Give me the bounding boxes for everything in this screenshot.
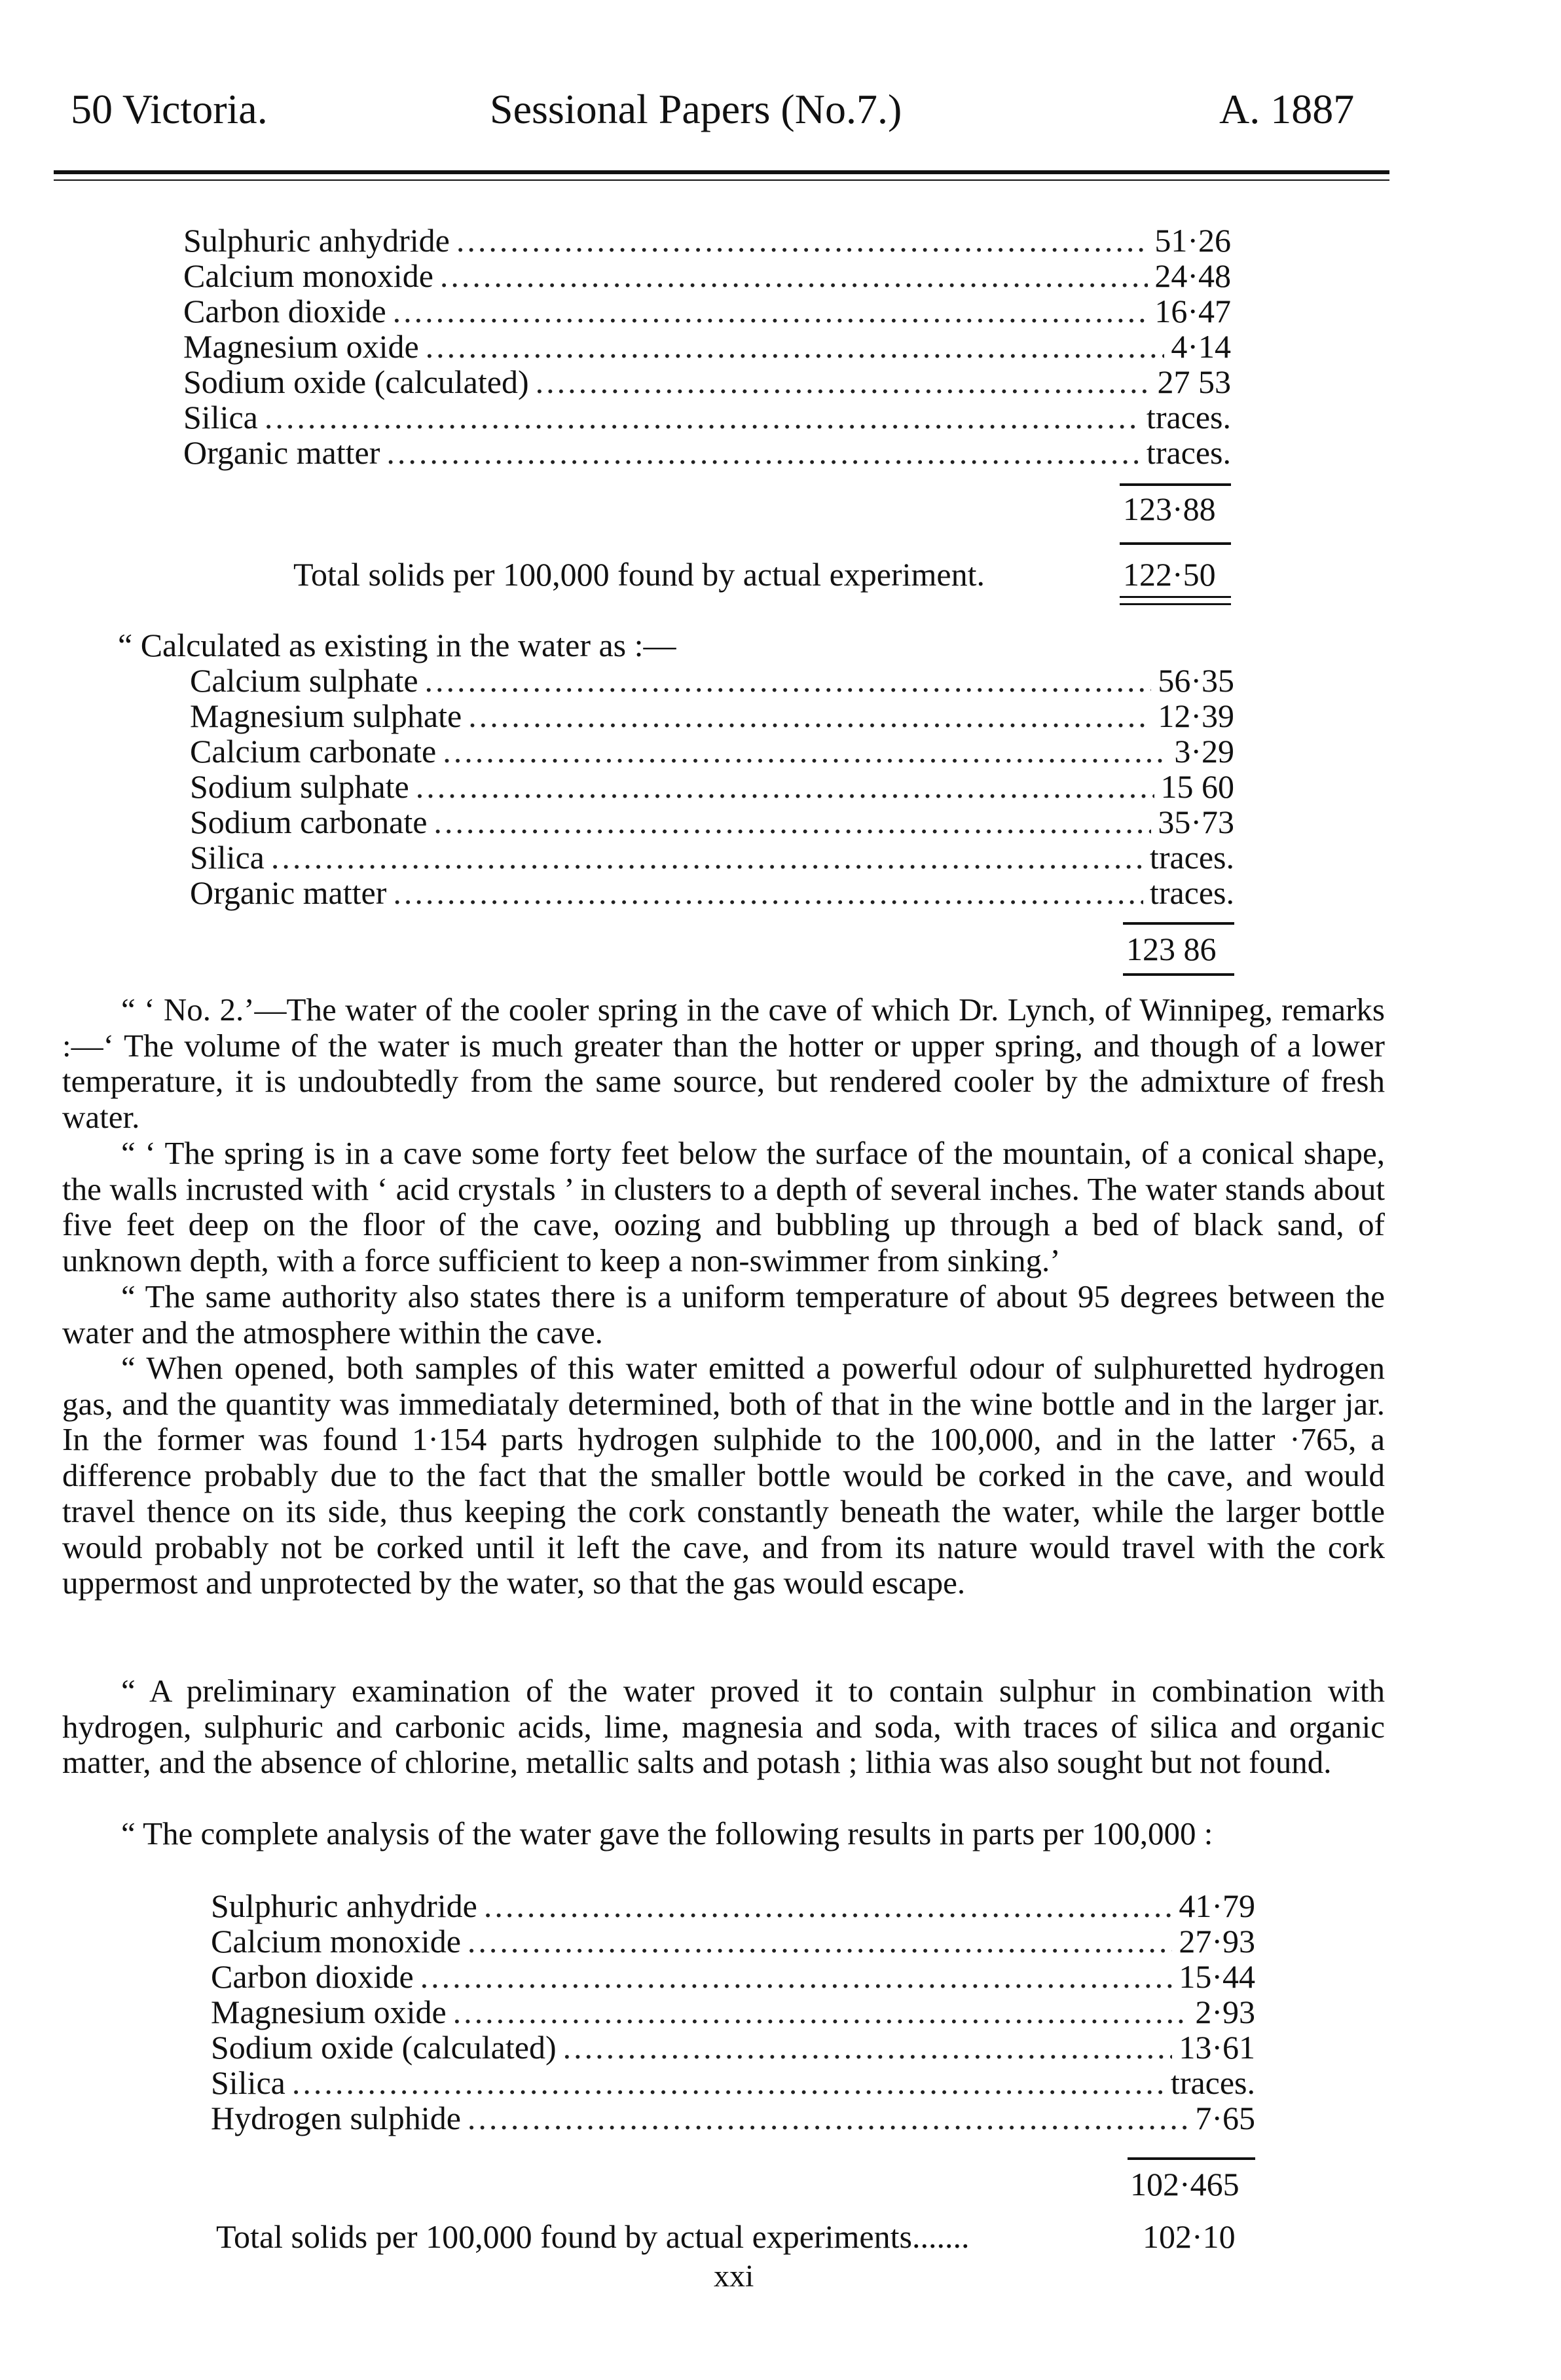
leader-dots xyxy=(416,769,1154,804)
header-session: 50 Victoria. xyxy=(71,86,268,132)
paragraph: “ When opened, both samples of this water emitted a powerful odour of sulphuretted hydrogen gas, and the quantity was immediataly determined, both of that in the wine bottle and in the larger jar. In the former was found 1·154 parts hydrogen sulphide to the 100,000, and in the latter ·765, a difference probably due to the fact that the smaller bottle would be corked in the cave, and would travel thence on its side, thus keeping the cork constantly beneath the water, while the larger bottle would probably not be corked until it left the cave, and from its nature would travel with the cork uppermost and unprotected by the water, so that the gas would escape. xyxy=(62,1350,1385,1601)
row-label: Magnesium sulphate xyxy=(190,697,462,734)
row-value: 15·44 xyxy=(1179,1958,1255,1995)
total-double-rule xyxy=(1120,596,1231,605)
sum-rule xyxy=(1123,922,1234,925)
paragraph: “ The same authority also states there is a uniform temperature of about 95 degrees between the water and the atmosphere within the cave. xyxy=(62,1278,1385,1350)
table1-total-label: Total solids per 100,000 found by actual experiment. xyxy=(293,556,985,593)
leader-dots xyxy=(393,875,1143,910)
leader-dots xyxy=(292,2065,1164,2100)
leader-dots xyxy=(484,1888,1172,1924)
row-value: 12·39 xyxy=(1158,697,1234,734)
row-label: Organic matter xyxy=(183,434,380,471)
row-label: Carbon dioxide xyxy=(183,293,386,329)
leader-dots xyxy=(453,1994,1189,2030)
row-value: 27·93 xyxy=(1179,1923,1255,1960)
table-row xyxy=(183,223,1231,258)
row-label: Sulphuric anhydride xyxy=(183,222,450,259)
row-value: traces. xyxy=(1146,399,1231,436)
paragraph: “ The complete analysis of the water gave the following results in parts per 100,000 : xyxy=(121,1815,1213,1851)
table3-sum: 102·465 xyxy=(1130,2166,1240,2203)
table-row xyxy=(190,769,1234,804)
analysis-table-3 xyxy=(211,1888,1255,2136)
row-value: 15 60 xyxy=(1160,768,1234,805)
row-value: 56·35 xyxy=(1158,662,1234,699)
table-row xyxy=(183,400,1231,435)
row-label: Magnesium oxide xyxy=(211,1994,447,2030)
table1-sum: 123·88 xyxy=(1123,491,1216,527)
row-value: 41·79 xyxy=(1179,1887,1255,1924)
table-row xyxy=(190,734,1234,769)
leader-dots xyxy=(440,258,1148,293)
paragraph: “ ‘ No. 2.’—The water of the cooler spring in the cave of which Dr. Lynch, of Winnipeg, remarks :—‘ The volume of the water is much greater than the hotter or upper spring, and though of a lower temperature, it is undoubtedly from the same source, but rendered cooler by the admixture of fresh water. xyxy=(62,992,1385,1136)
leader-dots xyxy=(426,329,1165,364)
header-year: A. 1887 xyxy=(1219,86,1355,132)
leader-dots xyxy=(271,840,1143,875)
leader-dots xyxy=(563,2030,1173,2065)
row-label: Hydrogen sulphide xyxy=(211,2100,461,2136)
leader-dots xyxy=(393,293,1148,329)
row-label: Silica xyxy=(211,2064,285,2101)
analysis-table-2 xyxy=(190,663,1234,910)
paragraph: “ ‘ The spring is in a cave some forty feet below the surface of the mountain, of a conical shape, the walls incrusted with ‘ acid crystals ’ in clusters to a depth of several inches. The water stands about five feet deep on the floor of the cave, oozing and bubbling up through a bed of black sand, of unknown depth, with a force sufficient to keep a non-swimmer from sinking.’ xyxy=(62,1135,1385,1279)
leader-dots xyxy=(468,1924,1172,1959)
row-value: 7·65 xyxy=(1195,2100,1255,2136)
row-label: Magnesium oxide xyxy=(183,328,419,365)
leader-dots xyxy=(433,804,1151,840)
row-label: Organic matter xyxy=(190,874,387,911)
table-row xyxy=(190,875,1234,910)
row-value: traces. xyxy=(1170,2064,1255,2101)
leader-dots xyxy=(456,223,1148,258)
header-rule xyxy=(54,170,1389,181)
row-value: 24·48 xyxy=(1154,257,1231,294)
table-row xyxy=(211,1994,1255,2030)
table-row xyxy=(211,2100,1255,2136)
row-label: Silica xyxy=(190,839,265,876)
row-value: traces. xyxy=(1149,839,1234,876)
row-label: Sodium oxide (calculated) xyxy=(183,363,529,400)
row-value: 4·14 xyxy=(1171,328,1231,365)
leader-dots xyxy=(265,400,1140,435)
row-value: 27 53 xyxy=(1157,363,1231,400)
row-label: Carbon dioxide xyxy=(211,1958,414,1995)
calculated-intro: “ Calculated as existing in the water as :— xyxy=(118,627,676,663)
row-value: 35·73 xyxy=(1158,804,1234,840)
leader-dots xyxy=(420,1959,1173,1994)
row-value: 3·29 xyxy=(1174,733,1234,770)
table-row xyxy=(190,804,1234,840)
row-label: Sodium oxide (calculated) xyxy=(211,2029,557,2066)
row-label: Calcium carbonate xyxy=(190,733,437,770)
table-row xyxy=(183,329,1231,364)
row-value: 13·61 xyxy=(1179,2029,1255,2066)
sum-rule xyxy=(1120,483,1231,486)
table-row xyxy=(183,258,1231,293)
leader-dots xyxy=(468,698,1151,734)
table-row xyxy=(211,2065,1255,2100)
analysis-table-1 xyxy=(183,223,1231,470)
leader-dots xyxy=(425,663,1152,698)
table-row xyxy=(190,698,1234,734)
row-value: 16·47 xyxy=(1154,293,1231,329)
leader-dots xyxy=(468,2100,1188,2136)
sum-rule xyxy=(1123,973,1234,976)
table-row xyxy=(211,1924,1255,1959)
table2-sum: 123 86 xyxy=(1126,931,1217,967)
table-row xyxy=(183,293,1231,329)
leader-dots xyxy=(536,364,1151,400)
row-label: Calcium monoxide xyxy=(211,1923,461,1960)
row-value: traces. xyxy=(1146,434,1231,471)
paragraph: “ A preliminary examination of the water proved it to contain sulphur in combination with hydrogen, sulphuric and carbonic acids, lime, magnesia and soda, with traces of silica and organic matter, and the absence of chlorine, metallic salts and potash ; lithia was also sought but not found. xyxy=(62,1673,1385,1781)
leader-dots xyxy=(386,435,1140,470)
table-row xyxy=(211,1959,1255,1994)
sum-rule xyxy=(1120,542,1231,545)
table-row xyxy=(190,663,1234,698)
row-value: 2·93 xyxy=(1195,1994,1255,2030)
header-title: Sessional Papers (No.7.) xyxy=(490,86,902,132)
table3-total-value: 102·10 xyxy=(1143,2218,1236,2255)
sum-rule xyxy=(1128,2157,1255,2160)
row-label: Calcium sulphate xyxy=(190,662,418,699)
table3-total-label: Total solids per 100,000 found by actual experiments....... xyxy=(216,2218,970,2255)
page-folio: xxi xyxy=(714,2259,754,2294)
row-label: Sulphuric anhydride xyxy=(211,1887,477,1924)
row-label: Sodium carbonate xyxy=(190,804,428,840)
row-label: Silica xyxy=(183,399,258,436)
table-row xyxy=(211,1888,1255,1924)
table-row xyxy=(183,435,1231,470)
table-row xyxy=(183,364,1231,400)
leader-dots xyxy=(443,734,1167,769)
table-row xyxy=(190,840,1234,875)
row-value: 51·26 xyxy=(1154,222,1231,259)
row-label: Calcium monoxide xyxy=(183,257,433,294)
table-row xyxy=(211,2030,1255,2065)
row-label: Sodium sulphate xyxy=(190,768,409,805)
table1-total-value: 122·50 xyxy=(1123,556,1216,593)
row-value: traces. xyxy=(1149,874,1234,911)
